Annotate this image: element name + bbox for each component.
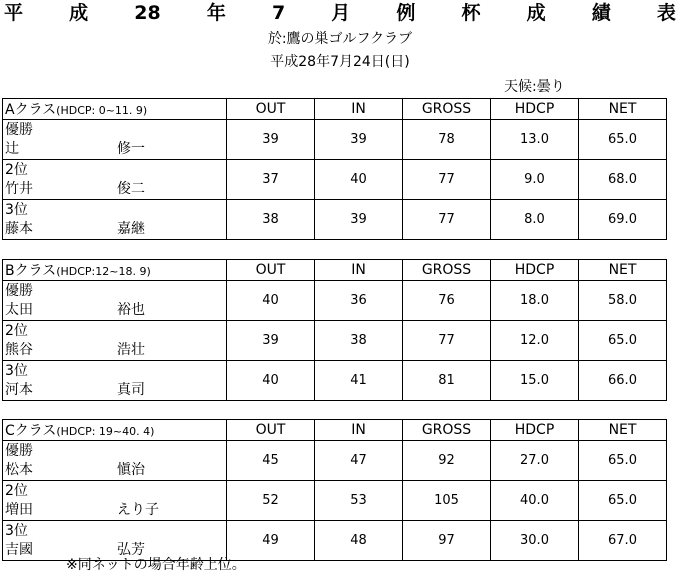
weather: 天候:曇り xyxy=(504,79,565,95)
given-name: 愼治 xyxy=(117,462,145,478)
hdcp-value: 12.0 xyxy=(491,321,579,361)
title-char: 7 xyxy=(271,2,286,24)
gross-score: 78 xyxy=(403,120,491,160)
player-cell xyxy=(3,521,227,561)
out-score: 45 xyxy=(227,441,315,481)
gross-score: 81 xyxy=(403,361,491,401)
rank: 2位 xyxy=(5,323,28,339)
column-header-out: OUT xyxy=(227,260,315,281)
hdcp-value: 18.0 xyxy=(491,281,579,321)
title-char: 成 xyxy=(526,2,546,24)
footnote: ※同ネットの場合年齢上位。 xyxy=(66,557,246,573)
column-header-gross: GROSS xyxy=(403,420,491,441)
column-header-in: IN xyxy=(315,420,403,441)
rank: 3位 xyxy=(5,523,28,539)
hdcp-value: 40.0 xyxy=(491,481,579,521)
title-char: 例 xyxy=(396,2,416,24)
net-score: 65.0 xyxy=(579,321,667,361)
given-name: 嘉継 xyxy=(117,221,145,237)
gross-score: 77 xyxy=(403,200,491,240)
gross-score: 105 xyxy=(403,481,491,521)
given-name: 俊二 xyxy=(117,181,145,197)
out-score: 38 xyxy=(227,200,315,240)
rank: 優勝 xyxy=(5,283,33,299)
net-score: 68.0 xyxy=(579,160,667,200)
player-cell xyxy=(3,321,227,361)
family-name: 松本 xyxy=(5,462,33,478)
column-header-hdcp: HDCP xyxy=(491,260,579,281)
column-header-gross: GROSS xyxy=(403,260,491,281)
venue: 於:鷹の巣ゴルフクラブ xyxy=(267,31,413,47)
player-cell xyxy=(3,361,227,401)
net-score: 67.0 xyxy=(579,521,667,561)
out-score: 40 xyxy=(227,281,315,321)
out-score: 40 xyxy=(227,361,315,401)
table-row xyxy=(3,160,667,200)
hdcp-value: 15.0 xyxy=(491,361,579,401)
out-score: 37 xyxy=(227,160,315,200)
gross-score: 77 xyxy=(403,160,491,200)
player-cell xyxy=(3,200,227,240)
column-header-gross: GROSS xyxy=(403,99,491,120)
hdcp-value: 9.0 xyxy=(491,160,579,200)
table-row xyxy=(3,521,667,561)
table-row xyxy=(3,321,667,361)
given-name: 裕也 xyxy=(117,302,145,318)
table-row xyxy=(3,481,667,521)
out-score: 49 xyxy=(227,521,315,561)
given-name: 真司 xyxy=(117,382,145,398)
rank: 3位 xyxy=(5,202,28,218)
rank: 2位 xyxy=(5,162,28,178)
column-header-in: IN xyxy=(315,99,403,120)
rank: 優勝 xyxy=(5,443,33,459)
results-table-class-b xyxy=(2,259,667,401)
results-table-class-c xyxy=(2,419,667,561)
family-name: 竹井 xyxy=(5,181,33,197)
family-name: 増田 xyxy=(5,502,33,518)
class-label xyxy=(3,420,227,441)
title-char: 28 xyxy=(134,2,161,24)
gross-score: 92 xyxy=(403,441,491,481)
net-score: 69.0 xyxy=(579,200,667,240)
class-name: Cクラス xyxy=(5,423,57,439)
family-name: 熊谷 xyxy=(5,342,33,358)
net-score: 65.0 xyxy=(579,120,667,160)
gross-score: 77 xyxy=(403,321,491,361)
table-row xyxy=(3,120,667,160)
table-row xyxy=(3,441,667,481)
class-name: Aクラス xyxy=(5,102,57,118)
in-score: 39 xyxy=(315,200,403,240)
table-header-row xyxy=(3,260,667,281)
table-row xyxy=(3,361,667,401)
title-char: 表 xyxy=(656,2,676,24)
in-score: 41 xyxy=(315,361,403,401)
column-header-out: OUT xyxy=(227,99,315,120)
hdcp-value: 8.0 xyxy=(491,200,579,240)
family-name: 河本 xyxy=(5,382,33,398)
rank: 2位 xyxy=(5,483,28,499)
table-row xyxy=(3,281,667,321)
gross-score: 97 xyxy=(403,521,491,561)
rank: 3位 xyxy=(5,363,28,379)
column-header-net: NET xyxy=(579,99,667,120)
column-header-hdcp: HDCP xyxy=(491,99,579,120)
class-label xyxy=(3,260,227,281)
player-cell xyxy=(3,120,227,160)
title-char: 平 xyxy=(4,2,24,24)
in-score: 39 xyxy=(315,120,403,160)
given-name: えり子 xyxy=(117,502,159,518)
family-name: 辻 xyxy=(5,141,19,157)
hdcp-value: 30.0 xyxy=(491,521,579,561)
class-hdcp-range: (HDCP: 19~40. 4) xyxy=(56,425,155,438)
results-table-class-a xyxy=(2,98,667,240)
player-cell xyxy=(3,441,227,481)
hdcp-value: 13.0 xyxy=(491,120,579,160)
event-date: 平成28年7月24日(日) xyxy=(270,54,410,70)
family-name: 吉國 xyxy=(5,542,33,558)
title-char: 月 xyxy=(331,2,351,24)
out-score: 39 xyxy=(227,321,315,361)
given-name: 修一 xyxy=(117,141,145,157)
title-char: 杯 xyxy=(461,2,481,24)
column-header-net: NET xyxy=(579,420,667,441)
family-name: 太田 xyxy=(5,302,33,318)
title-char: 成 xyxy=(69,2,89,24)
rank: 優勝 xyxy=(5,122,33,138)
out-score: 52 xyxy=(227,481,315,521)
given-name: 浩壮 xyxy=(117,342,145,358)
class-name: Bクラス xyxy=(5,263,57,279)
in-score: 38 xyxy=(315,321,403,361)
net-score: 66.0 xyxy=(579,361,667,401)
class-hdcp-range: (HDCP:12~18. 9) xyxy=(56,265,151,278)
player-cell xyxy=(3,160,227,200)
in-score: 40 xyxy=(315,160,403,200)
table-row xyxy=(3,200,667,240)
net-score: 65.0 xyxy=(579,481,667,521)
table-header-row xyxy=(3,420,667,441)
column-header-hdcp: HDCP xyxy=(491,420,579,441)
in-score: 36 xyxy=(315,281,403,321)
column-header-out: OUT xyxy=(227,420,315,441)
family-name: 藤本 xyxy=(5,221,33,237)
class-label xyxy=(3,99,227,120)
net-score: 65.0 xyxy=(579,441,667,481)
column-header-net: NET xyxy=(579,260,667,281)
given-name: 弘芳 xyxy=(117,542,145,558)
net-score: 58.0 xyxy=(579,281,667,321)
class-hdcp-range: (HDCP: 0~11. 9) xyxy=(56,104,148,117)
player-cell xyxy=(3,281,227,321)
in-score: 47 xyxy=(315,441,403,481)
column-header-in: IN xyxy=(315,260,403,281)
in-score: 48 xyxy=(315,521,403,561)
hdcp-value: 27.0 xyxy=(491,441,579,481)
table-header-row xyxy=(3,99,667,120)
out-score: 39 xyxy=(227,120,315,160)
title-char: 年 xyxy=(206,2,226,24)
in-score: 53 xyxy=(315,481,403,521)
gross-score: 76 xyxy=(403,281,491,321)
title-char: 績 xyxy=(591,2,611,24)
page-title xyxy=(0,0,680,26)
player-cell xyxy=(3,481,227,521)
